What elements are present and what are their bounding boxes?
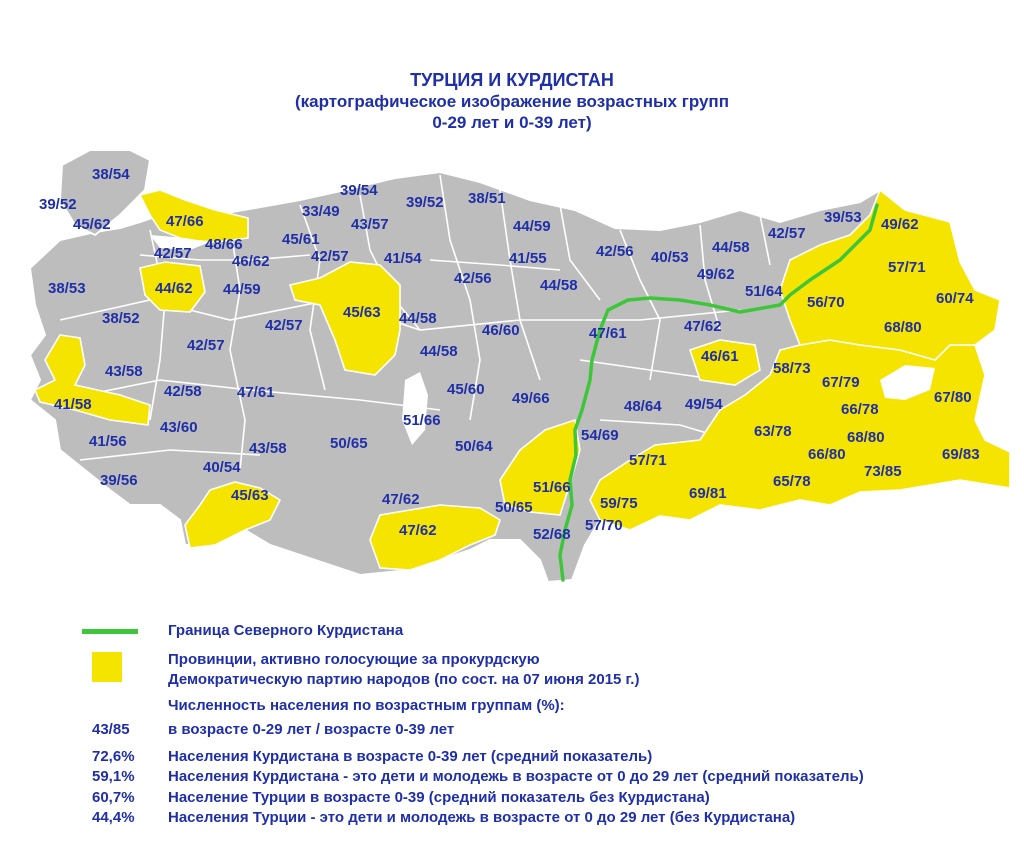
stat-value: 72,6%: [92, 748, 135, 765]
province-label: 65/78: [773, 473, 811, 490]
province-label: 46/62: [232, 253, 270, 270]
province-label: 40/54: [203, 459, 241, 476]
province-label: 46/60: [482, 322, 520, 339]
province-label: 49/62: [697, 266, 735, 283]
map-subtitle-line2: 0-29 лет и 0-39 лет): [432, 113, 592, 132]
province-label: 43/60: [160, 419, 198, 436]
province-label: 66/80: [808, 446, 846, 463]
province-label: 54/69: [581, 427, 619, 444]
province-label: 42/57: [187, 337, 225, 354]
province-label: 41/56: [89, 433, 127, 450]
legend-example-desc: в возрасте 0-29 лет / возрасте 0-39 лет: [168, 721, 455, 738]
province-label: 45/61: [282, 231, 320, 248]
stat-text: Население Турции в возрасте 0-39 (средний показатель без Курдистана): [168, 789, 710, 806]
province-label: 38/52: [102, 310, 140, 327]
province-label: 44/62: [155, 280, 193, 297]
province-label: 50/64: [455, 438, 493, 455]
province-label: 39/56: [100, 472, 138, 489]
province-label: 38/53: [48, 280, 86, 297]
province-label: 45/60: [447, 381, 485, 398]
province-label: 63/78: [754, 423, 792, 440]
stat-value: 60,7%: [92, 789, 135, 806]
province-label: 60/74: [936, 290, 974, 307]
province-label: 46/61: [701, 348, 739, 365]
province-label: 50/65: [495, 499, 533, 516]
province-label: 39/53: [824, 209, 862, 226]
legend-example-value: 43/85: [92, 721, 130, 738]
province-label: 42/56: [454, 270, 492, 287]
province-label: 38/51: [468, 190, 506, 207]
province-label: 47/62: [382, 491, 420, 508]
province-label: 42/57: [768, 225, 806, 242]
province-label: 49/54: [685, 396, 723, 413]
map-title: ТУРЦИЯ И КУРДИСТАН: [410, 70, 614, 90]
stat-value: 59,1%: [92, 768, 135, 785]
province-label: 39/52: [39, 196, 77, 213]
stat-text: Населения Турции - это дети и молодежь в возрасте от 0 до 29 лет (без Курдистана): [168, 809, 796, 826]
province-label: 44/58: [712, 239, 750, 256]
province-label: 45/63: [231, 487, 269, 504]
province-label: 50/65: [330, 435, 368, 452]
province-label: 44/58: [540, 277, 578, 294]
province-label: 67/80: [934, 389, 972, 406]
province-label: 47/61: [237, 384, 275, 401]
legend-province-label-line2: Демократическую партию народов (по сост. на 07 июня 2015 г.): [168, 671, 640, 688]
province-label: 41/54: [384, 250, 422, 267]
province-label: 67/79: [822, 374, 860, 391]
province-label: 52/68: [533, 526, 571, 543]
province-label: 42/57: [265, 317, 303, 334]
province-label: 33/49: [302, 203, 340, 220]
province-label: 44/58: [420, 343, 458, 360]
stat-text: Населения Курдистана в возрасте 0-39 лет (средний показатель): [168, 748, 653, 765]
province-label: 45/62: [73, 216, 111, 233]
province-label: 42/57: [311, 248, 349, 265]
legend-province-swatch: [92, 652, 122, 682]
province-label: 48/66: [205, 236, 243, 253]
province-label: 47/62: [399, 522, 437, 539]
province-label: 73/85: [864, 463, 902, 480]
province-label: 42/57: [154, 245, 192, 262]
province-label: 39/52: [406, 194, 444, 211]
province-label: 57/70: [585, 517, 623, 534]
province-label: 43/57: [351, 216, 389, 233]
province-label: 38/54: [92, 166, 130, 183]
province-label: 57/71: [629, 452, 667, 469]
province-label: 42/56: [596, 243, 634, 260]
map-subtitle-line1: (картографическое изображение возрастных групп: [295, 92, 729, 111]
province-label: 48/64: [624, 398, 662, 415]
province-label: 47/66: [166, 213, 204, 230]
province-label: 42/58: [164, 383, 202, 400]
province-label: 66/78: [841, 401, 879, 418]
province-label: 40/53: [651, 249, 689, 266]
province-label: 56/70: [807, 294, 845, 311]
province-label: 68/80: [847, 429, 885, 446]
stat-value: 44,4%: [92, 809, 135, 826]
province-label: 41/55: [509, 250, 547, 267]
province-label: 69/81: [689, 485, 727, 502]
province-label: 44/58: [399, 310, 437, 327]
province-label: 49/62: [881, 216, 919, 233]
legend-border-swatch: [82, 629, 138, 634]
province-label: 51/64: [745, 283, 783, 300]
legend-province-label-line1: Провинции, активно голосующие за прокурдскую: [168, 651, 540, 668]
province-label: 58/73: [773, 360, 811, 377]
province-label: 41/58: [54, 396, 92, 413]
stat-text: Населения Курдистана - это дети и молодежь в возрасте от 0 до 29 лет (средний показатель): [168, 768, 864, 785]
province-label: 51/66: [533, 479, 571, 496]
province-label: 49/66: [512, 390, 550, 407]
province-label: 39/54: [340, 182, 378, 199]
province-label: 43/58: [105, 363, 143, 380]
province-label: 51/66: [403, 412, 441, 429]
province-label: 47/61: [589, 325, 627, 342]
province-label: 47/62: [684, 318, 722, 335]
province-label: 68/80: [884, 319, 922, 336]
province-label: 45/63: [343, 304, 381, 321]
province-label: 44/59: [513, 218, 551, 235]
province-label: 57/71: [888, 259, 926, 276]
legend-population-heading: Численность населения по возрастным группам (%):: [168, 697, 565, 714]
legend-border-label: Граница Северного Курдистана: [168, 622, 404, 639]
province-label: 69/83: [942, 446, 980, 463]
province-label: 43/58: [249, 440, 287, 457]
province-label: 44/59: [223, 281, 261, 298]
province-label: 59/75: [600, 495, 638, 512]
